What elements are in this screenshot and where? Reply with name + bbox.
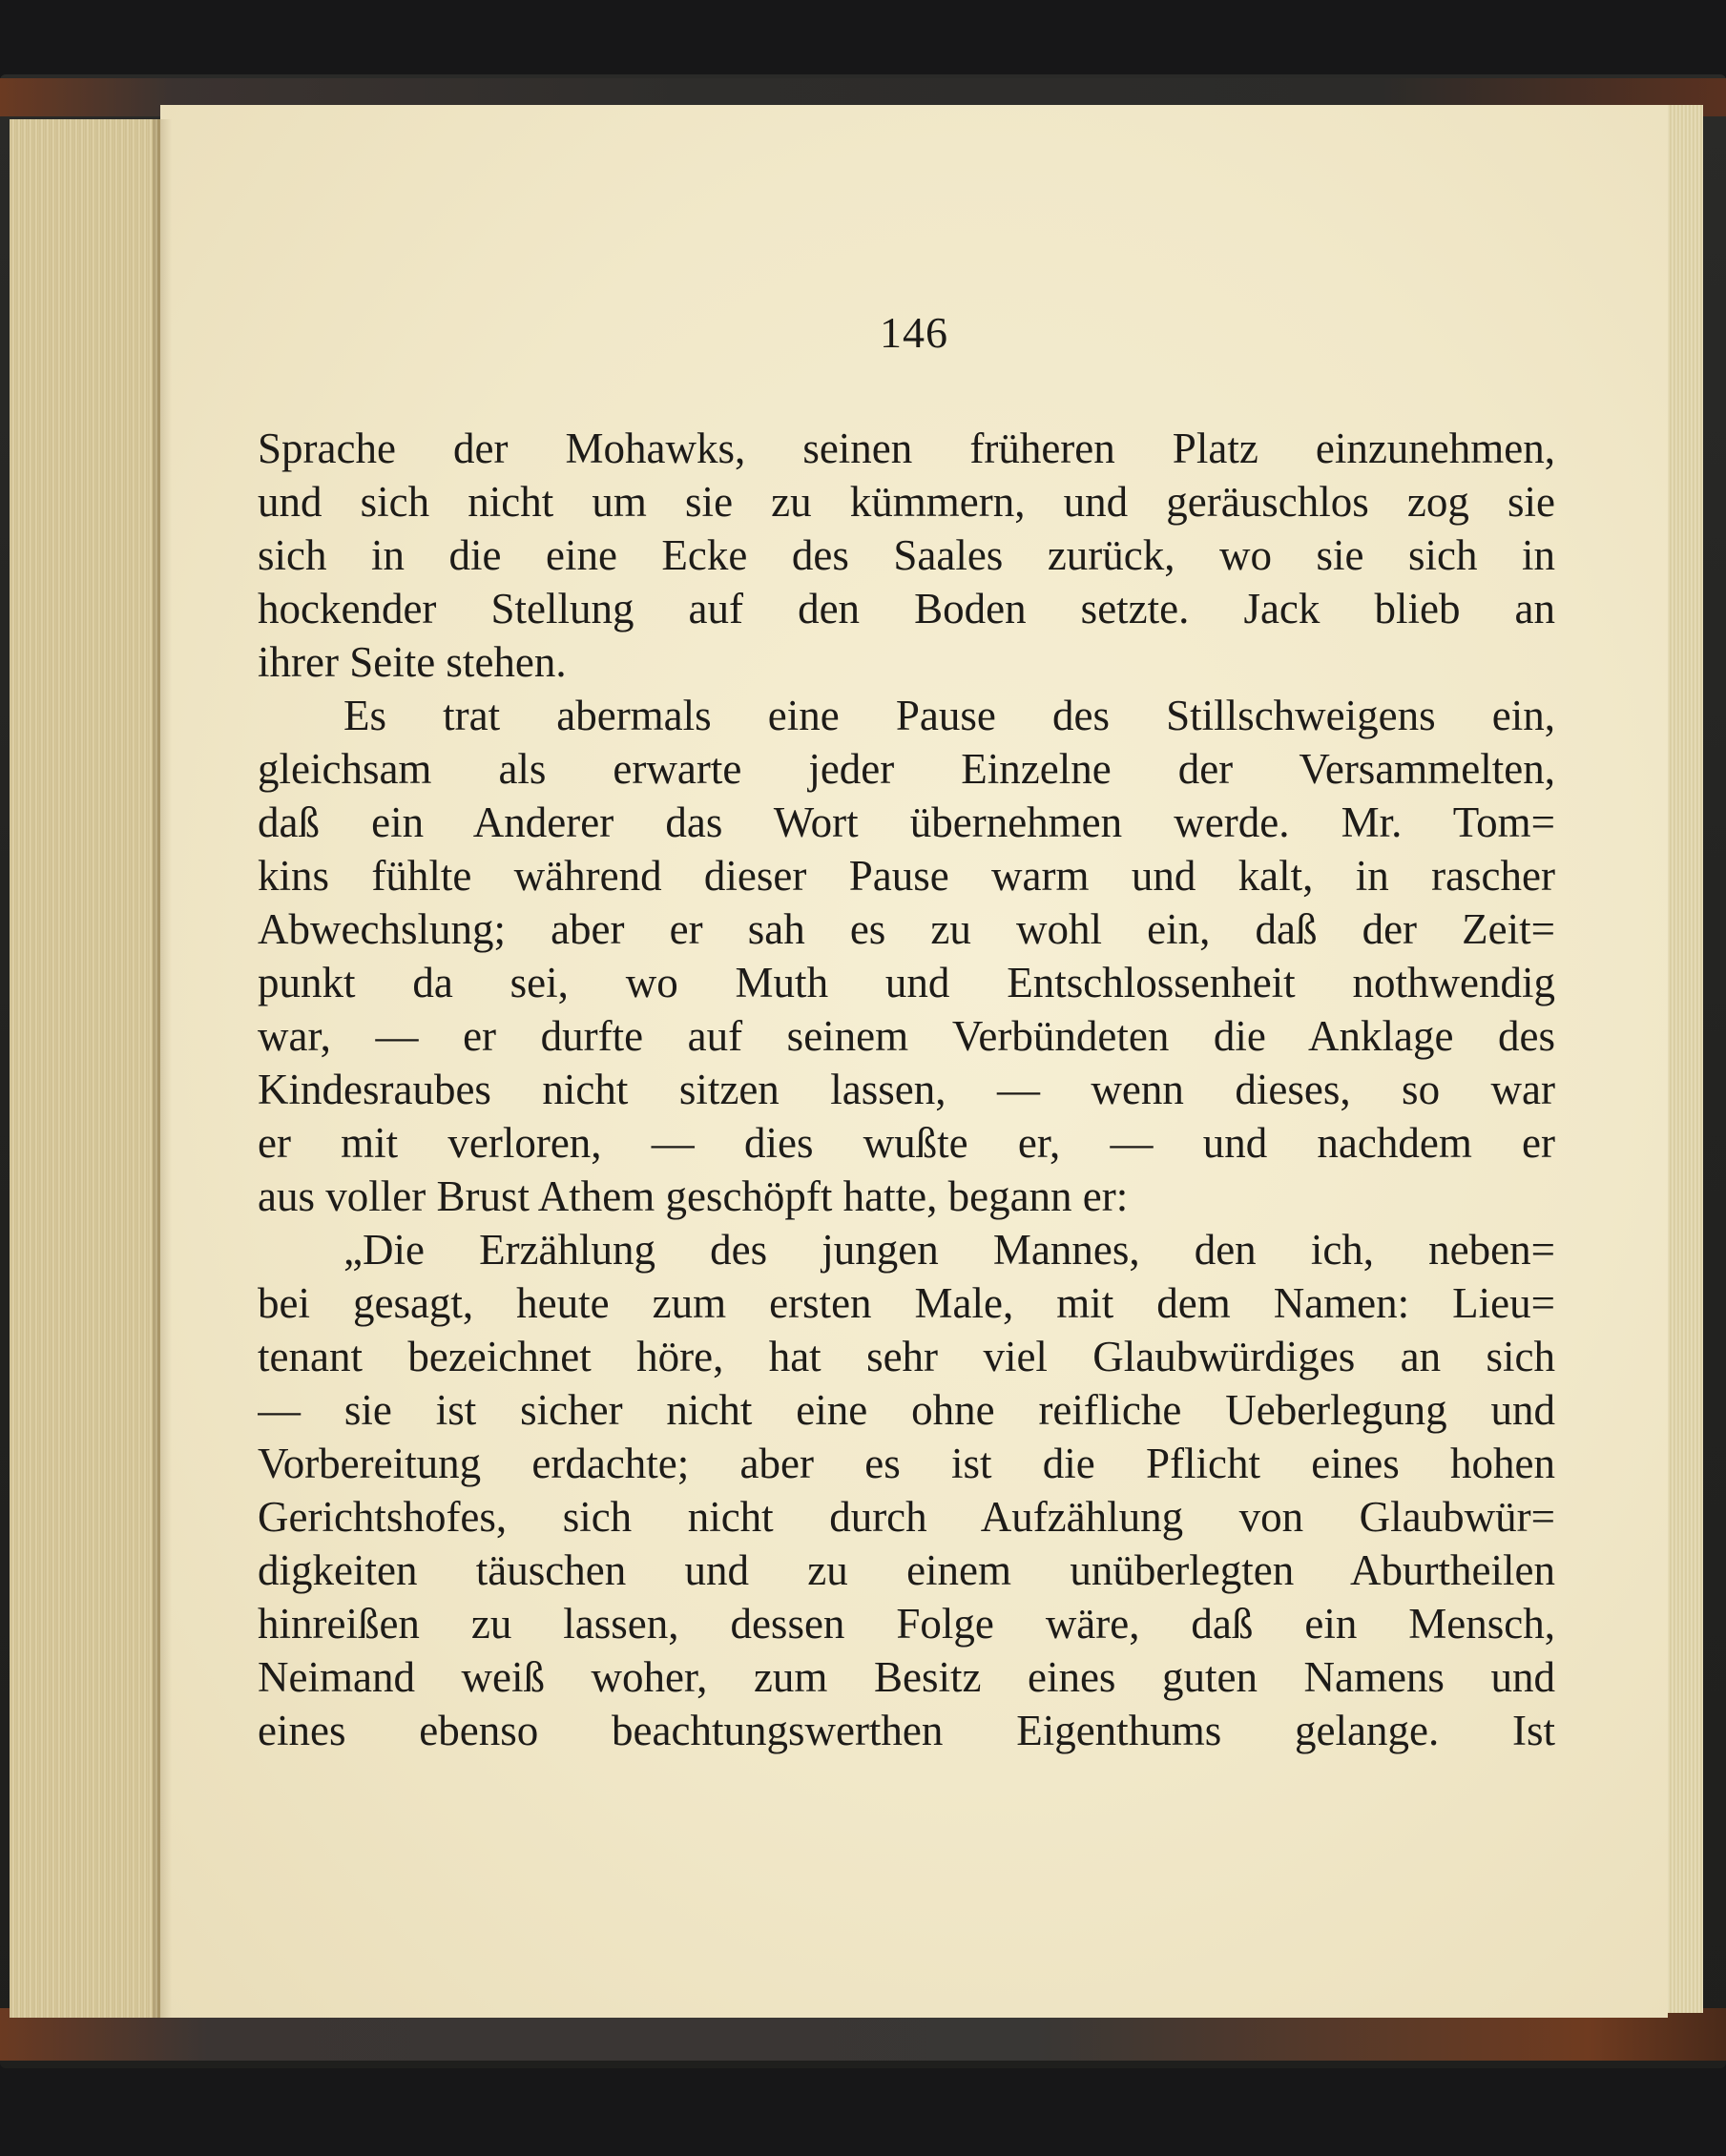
text-line: Kindesraubes nicht sitzen lassen, — wenn dieses, so war xyxy=(258,1066,1555,1113)
text-line: und sich nicht um sie zu kümmern, und geräuschlos zog sie xyxy=(258,478,1555,526)
text-line: hinreißen zu lassen, dessen Folge wäre, daß ein Mensch, xyxy=(258,1600,1555,1648)
text-line: tenant bezeichnet höre, hat sehr viel Glaubwürdiges an sich xyxy=(258,1333,1555,1380)
text-line: gleichsam als erwarte jeder Einzelne der Versammelten, xyxy=(258,745,1555,793)
text-line: Es trat abermals eine Pause des Stillschweigens ein, xyxy=(343,692,1555,739)
page-edges-right xyxy=(1665,105,1703,2013)
page-stack-shadow xyxy=(153,119,172,2018)
text-line: sich in die eine Ecke des Saales zurück, wo sie sich in xyxy=(258,531,1555,579)
text-line: hockender Stellung auf den Boden setzte. Jack blieb an xyxy=(258,585,1555,632)
text-line: eines ebenso beachtungswerthen Eigenthums gelange. Ist xyxy=(258,1707,1555,1754)
text-line: digkeiten täuschen und zu einem unüberlegten Aburtheilen xyxy=(258,1546,1555,1594)
text-line: „Die Erzählung des jungen Mannes, den ich, neben= xyxy=(343,1226,1555,1274)
page-number: 146 xyxy=(880,308,948,357)
text-line: Sprache der Mohawks, seinen früheren Platz einzunehmen, xyxy=(258,425,1555,472)
text-line: aus voller Brust Athem geschöpft hatte, begann er: xyxy=(258,1172,1129,1220)
page-edges-left xyxy=(10,119,160,2018)
text-line: war, — er durfte auf seinem Verbündeten die Anklage des xyxy=(258,1012,1555,1060)
text-line: punkt da sei, wo Muth und Entschlossenheit nothwendig xyxy=(258,959,1555,1006)
text-line: Vorbereitung erdachte; aber es ist die Pflicht eines hohen xyxy=(258,1440,1555,1487)
text-line: Gerichtshofes, sich nicht durch Aufzählung von Glaubwür= xyxy=(258,1493,1555,1541)
text-line: Abwechslung; aber er sah es zu wohl ein, daß der Zeit= xyxy=(258,905,1555,953)
text-line: Neimand weiß woher, zum Besitz eines guten Namens und xyxy=(258,1653,1555,1701)
text-line: ihrer Seite stehen. xyxy=(258,638,567,686)
text-line: er mit verloren, — dies wußte er, — und nachdem er xyxy=(258,1119,1555,1167)
text-line: daß ein Anderer das Wort übernehmen werde. Mr. Tom= xyxy=(258,798,1555,846)
text-line: — sie ist sicher nicht eine ohne reifliche Ueberlegung und xyxy=(258,1386,1555,1434)
text-line: kins fühlte während dieser Pause warm und kalt, in rascher xyxy=(258,852,1555,900)
text-line: bei gesagt, heute zum ersten Male, mit dem Namen: Lieu= xyxy=(258,1279,1555,1327)
